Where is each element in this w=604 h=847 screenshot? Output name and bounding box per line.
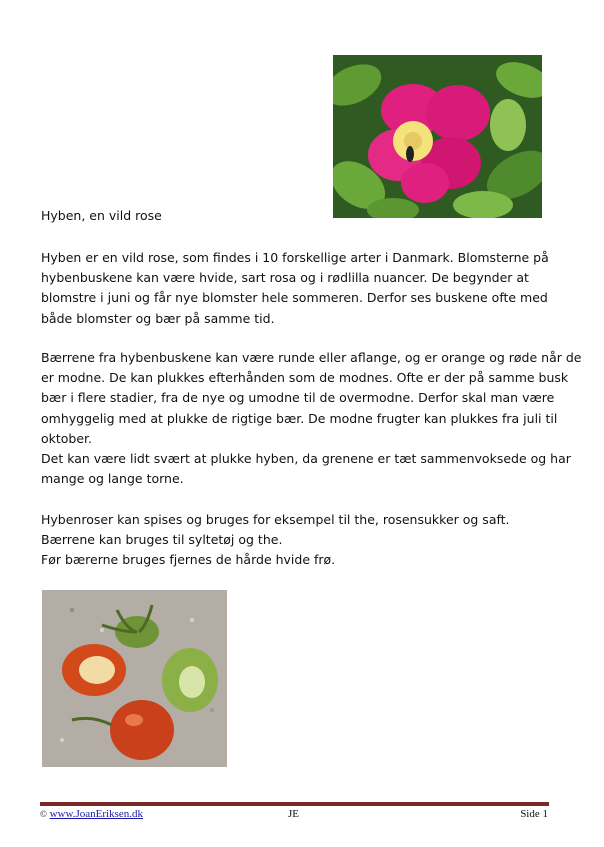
page-number: Side 1: [520, 808, 548, 820]
footer-divider: [40, 802, 549, 806]
text-line: både blomster og bær på samme tid.: [41, 310, 275, 326]
text-line: Hybenroser kan spises og bruges for eksempel til the, rosensukker og saft.: [41, 512, 510, 527]
footer-initials: JE: [288, 808, 299, 820]
paragraph-intro: [41, 248, 561, 329]
page-title: Hyben, en vild rose: [41, 208, 162, 223]
text-line: oktober.: [41, 430, 93, 446]
text-line: mange og lange torne.: [41, 471, 184, 487]
website-link[interactable]: www.JoanEriksen.dk: [49, 808, 143, 820]
text-line: Hyben er en vild rose, som findes i 10 forskellige arter i Danmark. Blomsterne på: [41, 250, 549, 265]
paragraph-uses: [41, 510, 561, 571]
rose-photo: [333, 55, 542, 218]
text-line: hybenbuskene kan være hvide, sart rosa og i rødlilla nuancer. De begynder at: [41, 270, 529, 286]
text-line: Bærrene kan bruges til syltetøj og the.: [41, 532, 283, 548]
page-footer: [40, 808, 549, 824]
rose-hips-illustration: [42, 590, 227, 767]
text-line: Bærrene fra hybenbuskene kan være runde eller aflange, og er orange og røde når de: [41, 350, 582, 365]
text-line: Det kan være lidt svært at plukke hyben, da grenene er tæt sammenvoksede og har: [41, 451, 571, 467]
rose-illustration: [333, 55, 542, 218]
text-line: er modne. De kan plukkes efterhånden som de modnes. Ofte er der på samme busk: [41, 370, 569, 386]
paragraph-berries: [41, 348, 582, 489]
text-line: Før bærerne bruges fjernes de hårde hvide frø.: [41, 552, 336, 568]
footer-left: [40, 808, 143, 820]
text-line: blomstre i juni og får nye blomster hele sommeren. Derfor ses buskene ofte med: [41, 290, 548, 306]
text-line: omhyggelig med at plukke de rigtige bær. De modne frugter kan plukkes fra juli til: [41, 410, 558, 426]
text-line: bær i flere stadier, fra de nye og umodne til de overmodne. Derfor skal man være: [41, 390, 555, 406]
copyright-symbol: ©: [40, 809, 47, 819]
rose-hips-photo: [42, 590, 227, 767]
